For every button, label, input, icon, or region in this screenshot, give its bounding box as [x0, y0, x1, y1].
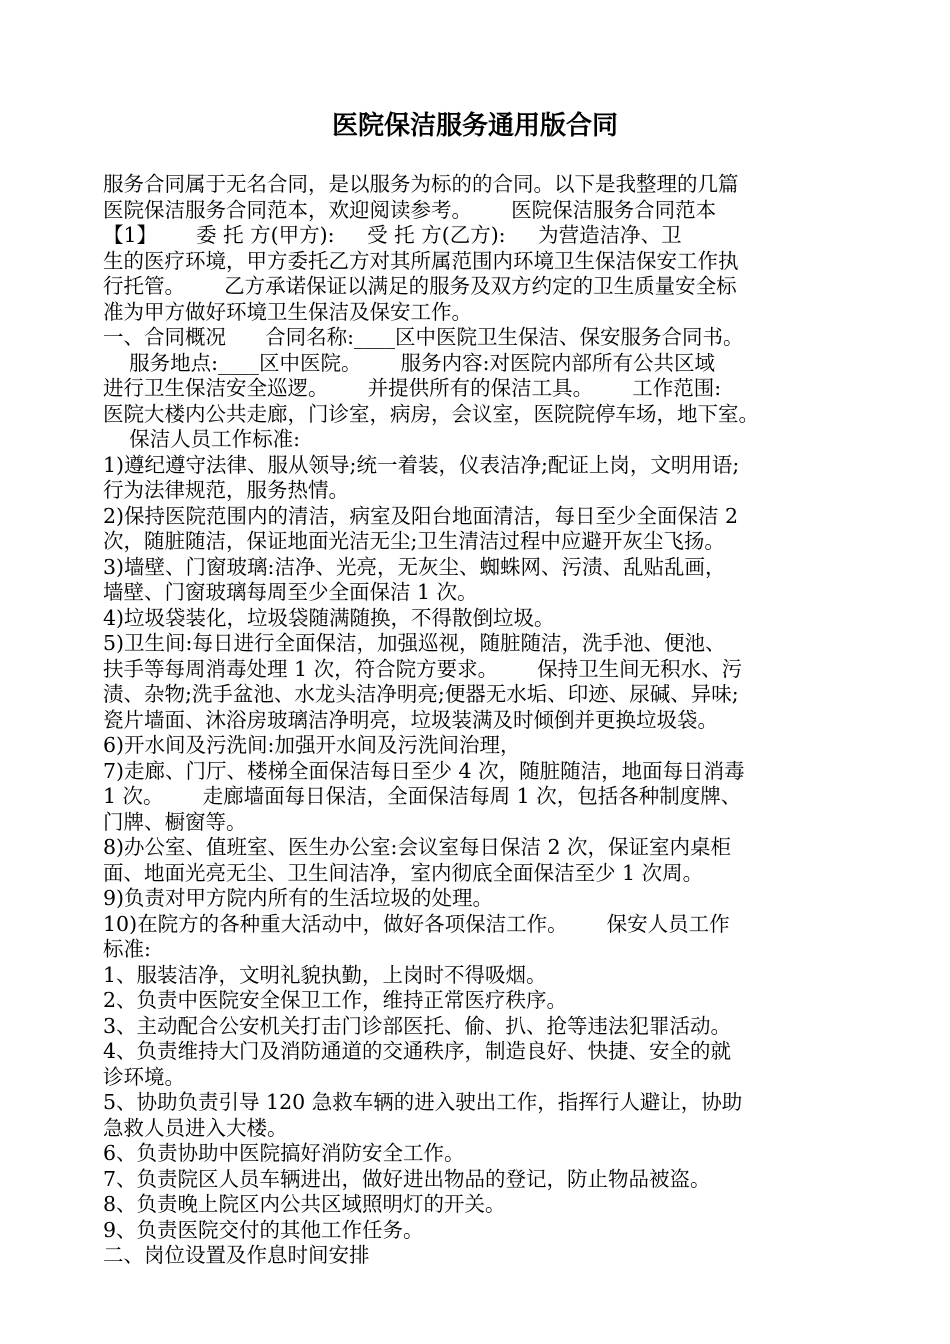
body-text-line: 9、负责医院交付的其他工作任务。	[103, 1217, 424, 1242]
body-text-line: 10)在院方的各种重大活动中，做好各项保洁工作。 保安人员工作	[103, 911, 730, 936]
body-text-line: 8)办公室、值班室、医生办公室:会议室每日保洁 2 次，保证室内桌柜	[103, 835, 732, 859]
body-text-line: 渍、杂物;洗手盆池、水龙头洁净明亮;便器无水垢、印迹、尿碱、异味;	[103, 682, 739, 706]
body-text-line: 医院保洁服务合同范本，欢迎阅读参考。 医院保洁服务合同范本	[103, 197, 717, 222]
body-text-line: 二、岗位设置及作息时间安排	[103, 1243, 370, 1267]
body-text-line: 医院大楼内公共走廊，门诊室，病房，会议室，医院院停车场，地下室。	[103, 401, 759, 426]
body-text-line: 一、合同概况 合同名称:____区中医院卫生保洁、保安服务合同书。	[103, 325, 744, 349]
body-text-line: 1、服装洁净，文明礼貌执勤，上岗时不得吸烟。	[103, 962, 547, 987]
body-text-line: 【1】 委 托 方(甲方): 受 托 方(乙方): 为营造洁净、卫	[103, 223, 682, 247]
body-text-line: 3)墙壁、门窗玻璃:洁净、光亮，无灰尘、蜘蛛网、污渍、乱贴乱画，	[103, 554, 726, 579]
document-title: 医院保洁服务通用版合同	[331, 111, 618, 141]
body-text-line: 4)垃圾袋装化，垃圾袋随满随换，不得散倒垃圾。	[103, 605, 555, 630]
body-text-line: 4、负责维持大门及消防通道的交通秩序，制造良好、快捷、安全的就	[103, 1039, 732, 1063]
body-text-line: 进行卫生保洁安全巡逻。 并提供所有的保洁工具。 工作范围:	[103, 376, 722, 400]
body-text-line: 2、负责中医院安全保卫工作，维持正常医疗秩序。	[103, 988, 568, 1012]
body-text-line: 8、负责晚上院区内公共区域照明灯的开关。	[103, 1192, 506, 1216]
body-text-line: 服务地点:____区中医院。 服务内容:对医院内部所有公共区域	[103, 350, 715, 375]
body-text-line: 5、协助负责引导 120 急救车辆的进入驶出工作，指挥行人避让，协助	[103, 1090, 743, 1114]
body-text-line: 标准:	[103, 937, 151, 961]
body-text-line: 瓷片墙面、沐浴房玻璃洁净明亮，垃圾装满及时倾倒并更换垃圾袋。	[103, 707, 718, 732]
body-text-line: 门牌、橱窗等。	[103, 809, 247, 834]
body-text-line: 保洁人员工作标准:	[103, 427, 300, 451]
body-text-line: 诊环境。	[103, 1064, 185, 1089]
body-text-line: 3、主动配合公安机关打击门诊部医托、偷、扒、抢等违法犯罪活动。	[103, 1013, 732, 1038]
body-text-line: 1)遵纪遵守法律、服从领导;统一着装，仪表洁净;配证上岗，文明用语;	[103, 452, 740, 477]
body-text-line: 墙壁、门窗玻璃每周至少全面保洁 1 次。	[103, 580, 478, 604]
body-text-line: 次，随脏随洁，保证地面光洁无尘;卫生清洁过程中应避开灰尘飞扬。	[103, 529, 725, 553]
body-text-line: 生的医疗环境，甲方委托乙方对其所属范围内环境卫生保洁保安工作执	[103, 248, 739, 273]
body-text-line: 7)走廊、门厅、楼梯全面保洁每日至少 4 次，随脏随洁，地面每日消毒	[103, 758, 745, 783]
body-text-line: 6、负责协助中医院搞好消防安全工作。	[103, 1141, 465, 1165]
body-text-line: 行托管。 乙方承诺保证以满足的服务及双方约定的卫生质量安全标	[103, 274, 737, 298]
body-text-line: 急救人员进入大楼。	[103, 1115, 288, 1140]
document-body	[103, 172, 863, 1269]
body-text-line: 7、负责院区人员车辆进出，做好进出物品的登记，防止物品被盗。	[103, 1166, 711, 1191]
body-text-line: 面、地面光亮无尘、卫生间洁净，室内彻底全面保洁至少 1 次周。	[103, 860, 704, 885]
body-text-line: 服务合同属于无名合同，是以服务为标的的合同。以下是我整理的几篇	[103, 172, 739, 196]
body-text-line: 9)负责对甲方院内所有的生活垃圾的处理。	[103, 886, 494, 910]
body-text-line: 行为法律规范，服务热情。	[103, 478, 349, 502]
body-text-line: 1 次。 走廊墙面每日保洁，全面保洁每周 1 次，包括各种制度牌、	[103, 784, 742, 808]
body-text-line: 扶手等每周消毒处理 1 次，符合院方要求。 保持卫生间无积水、污	[103, 656, 743, 681]
body-text-line: 准为甲方做好环境卫生保洁及保安工作。	[103, 299, 472, 324]
body-text-line: 6)开水间及污洗间:加强开水间及污洗间治理，	[103, 733, 521, 757]
body-text-line: 5)卫生间:每日进行全面保洁，加强巡视，随脏随洁，洗手池、便池、	[103, 631, 726, 655]
body-text-line: 2)保持医院范围内的清洁，病室及阳台地面清洁，每日至少全面保洁 2	[103, 503, 739, 528]
